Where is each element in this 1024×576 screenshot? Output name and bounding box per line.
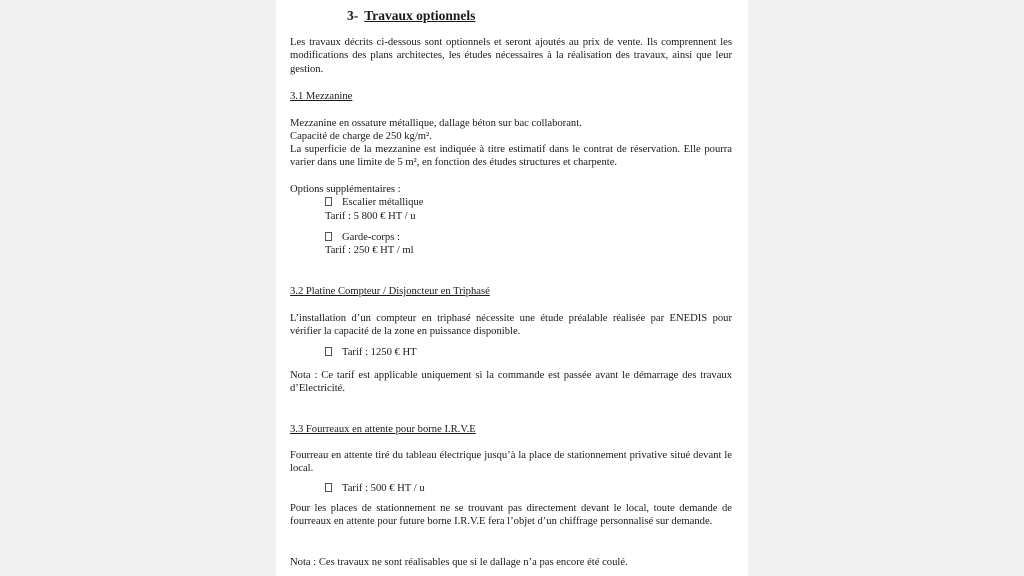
platine-note: Nota : Ce tarif est applicable uniquement si la commande est passée avant le démarrage des travaux d’Electricité. <box>290 370 732 395</box>
option-item <box>325 231 400 244</box>
mezzanine-line-1: Mezzanine en ossature métallique, dallage béton sur bac collaborant. <box>290 118 582 129</box>
mezzanine-line-2: Capacité de charge de 250 kg/m². <box>290 131 432 142</box>
heading-mezzanine: 3.1 Mezzanine <box>290 91 353 102</box>
checkbox-icon <box>325 347 332 356</box>
fourreaux-note: Nota : Ces travaux ne sont réalisables que si le dallage n’a pas encore été coulé. <box>290 557 628 568</box>
section-title <box>347 7 475 25</box>
checkbox-icon <box>325 232 332 241</box>
fourreaux-tarif-item <box>325 482 425 495</box>
platine-tarif-item <box>325 346 417 359</box>
option-tarif: Tarif : 5 800 € HT / u <box>325 211 416 222</box>
checkbox-icon <box>325 197 332 206</box>
section-number: 3- <box>347 8 359 23</box>
checkbox-icon <box>325 483 332 492</box>
section-title-text: Travaux optionnels <box>364 8 476 23</box>
option-label: Garde-corps : <box>342 232 400 243</box>
heading-platine: 3.2 Platine Compteur / Disjoncteur en Triphasé <box>290 286 490 297</box>
mezzanine-paragraph: La superficie de la mezzanine est indiquée à titre estimatif dans le contrat de réservation. Elle pourra varier dans une limite de 5 m², en fonction des études structures et charpente. <box>290 144 732 169</box>
fourreaux-tarif: Tarif : 500 € HT / u <box>342 483 425 494</box>
option-label: Escalier métallique <box>342 197 424 208</box>
options-label: Options supplémentaires : <box>290 184 401 195</box>
option-tarif: Tarif : 250 € HT / ml <box>325 245 414 256</box>
platine-tarif: Tarif : 1250 € HT <box>342 347 417 358</box>
intro-paragraph: Les travaux décrits ci-dessous sont optionnels et seront ajoutés au prix de vente. Ils comprennent les modifications des plans architectes, les études nécessaires à la réalisation des travaux, ainsi que leur gestion. <box>290 37 732 75</box>
heading-fourreaux: 3.3 Fourreaux en attente pour borne I.R.V.E <box>290 424 476 435</box>
platine-paragraph: L’installation d’un compteur en triphasé nécessite une étude préalable réalisée par ENEDIS pour vérifier la capacité de la zone en puissance disponible. <box>290 313 732 338</box>
fourreaux-paragraph: Fourreau en attente tiré du tableau électrique jusqu’à la place de stationnement privative situé devant le local. <box>290 450 732 475</box>
option-item <box>325 196 423 209</box>
document-page <box>276 0 748 576</box>
fourreaux-paragraph-2: Pour les places de stationnement ne se trouvant pas directement devant le local, toute demande de fourreaux en attente pour future borne I.R.V.E fera l’objet d’un chiffrage personnalisé sur demande. <box>290 503 732 528</box>
